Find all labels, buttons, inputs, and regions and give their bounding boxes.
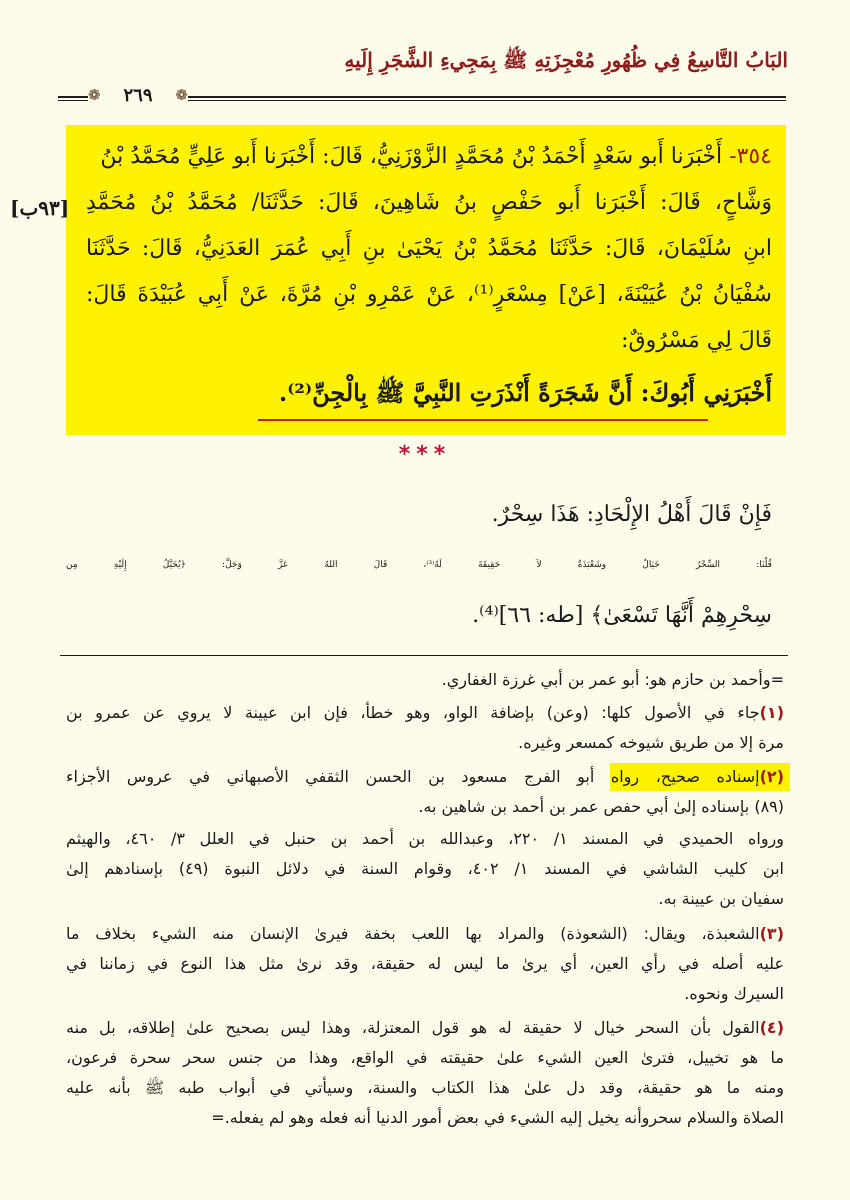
footnote-3-line bbox=[66, 924, 784, 943]
footnote-2-line: سفيان بن عيينة به. bbox=[658, 889, 784, 908]
footnote-2-line bbox=[66, 767, 784, 786]
hadith-number: ٣٥٤ bbox=[736, 144, 772, 169]
ornament-icon: ❁ bbox=[175, 85, 188, 104]
footnote-text: جاء في الأصول كلها: (وعن) بإضافة الواو، وهو خطأ، فإن ابن عيينة لا يروي عن عمرو بن bbox=[66, 703, 760, 722]
footnote-4-line: الصلاة والسلام سحروأنه يخيل إليه الشيء في بعض أمور الدنيا أنه فعله وهو لم يفعله.= bbox=[211, 1108, 784, 1127]
page-number: ٢٦٩ bbox=[123, 84, 153, 106]
footnote-1-line: مرة إلا من طريق شيوخه كمسعر وغيره. bbox=[518, 733, 784, 752]
footnote-3-line: السيرك ونحوه. bbox=[684, 984, 784, 1003]
reply-line: قُلْنَا: السِّحْرُ خَيَالٌ وشَعْبَذَةٌ لاَ حَقِيقَةَ لَهُ⁽³⁾، قَالَ اللهُ عَزَّ وَجَلَّ: ﴿يُخَيَّلُ إِلَيْهِ مِن bbox=[66, 560, 772, 570]
footnote-1-line bbox=[66, 703, 784, 722]
hadith-line-text: أَخْبَرَنا أَبو سَعْدٍ أَحْمَدُ بْنُ مُحَمَّدٍ الزَّوْزَنِيُّ، قَالَ: أَخْبَرَنا أَبو عَلِيٍّ مُحَمَّدُ بْنُ bbox=[100, 144, 723, 169]
footnote-2-line: ورواه الحميدي في المسند ١/ ٢٢٠، وعبدالله بن أحمد بن حنبل في العلل ٣/ ٤٦٠، والهيثم bbox=[66, 829, 785, 848]
footnote-marker: (١) bbox=[759, 703, 784, 722]
folio-marker: [٩٣ب] bbox=[10, 196, 70, 220]
reply-line: سِحْرِهِمْ أَنَّهَا تَسْعَىٰ﴾ [طه: ٦٦]⁽⁴⁾. bbox=[472, 603, 772, 628]
objection-line: فَإِنْ قَالَ أَهْلُ الإِلْحَادِ: هَذَا سِحْرٌ. bbox=[491, 502, 772, 527]
hadith-line: قَالَ لِي مَسْرُوقٌ: bbox=[621, 328, 772, 353]
hadith-line: ابنِ سُلَيْمَانَ، قَالَ: حَدَّثَنَا مُحَمَّدُ بْنُ يَحْيَىٰ بنِ أَبِي عُمَرَ العَدَنِيُّ، قَالَ: حَدَّثَنَا bbox=[86, 236, 772, 261]
footnote-text: الشعبذة، ويقال: (الشعوذة) والمراد بها اللعب بخفة فيرىٰ الإنسان منه الشيء بخلاف ما bbox=[66, 924, 760, 943]
ornament-icon: ❁ bbox=[88, 85, 101, 104]
footnote-2-line: (٨٩) بإسناده إلىٰ أبي حفص عمر بن أحمد بن شاهين به. bbox=[418, 797, 784, 816]
section-separator: *** bbox=[398, 442, 452, 467]
footnote-4-line: ومنه ما هو حقيقة، وقد دل علىٰ هذا الكتاب والسنة، وسيأتي في أبواب طبه ﷺ بأنه عليه bbox=[66, 1078, 784, 1097]
hadith-line: سُفْيَانُ بْنُ عُيَيْنَةَ، [عَنْ] مِسْعَرٍ⁽¹⁾، عَنْ عَمْرِو بْنِ مُرَّةَ، عَنْ أَبِي عُبَيْدَةَ قَالَ: bbox=[86, 282, 772, 307]
running-title: البَابُ التَّاسِعُ فِي ظُهُورِ مُعْجِزَتِهِ ﷺ بِمَجِيءِ الشَّجَرِ إِلَيهِ bbox=[344, 48, 788, 72]
hadith-line: ٣٥٤- أَخْبَرَنا أَبو سَعْدٍ أَحْمَدُ بْنُ مُحَمَّدٍ الزَّوْزَنِيُّ، قَالَ: أَخْبَرَنا أَبو عَلِيٍّ مُحَمَّدُ بْنُ bbox=[100, 144, 772, 169]
footnote-text: القول بأن السحر خيال لا حقيقة له هو قول المعتزلة، وهذا ليس بصحيح علىٰ إطلاقه، بل منه bbox=[66, 1018, 760, 1037]
footnote-3-line: عليه أصله في رأي العين، أي يرىٰ ما ليس له حقيقة، وقد نرىٰ مثل هذا النوع في زماننا في bbox=[66, 954, 784, 973]
footnote-marker: (٤) bbox=[759, 1018, 784, 1037]
hadith-line: وَشَّاحٍ، قَالَ: أَخْبَرَنا أَبو حَفْصٍ بنُ شَاهِينَ، قَالَ: حَدَّثَنَا/ مُحَمَّدُ بْنُ مُحَمَّدِ bbox=[86, 190, 772, 215]
footnote-marker: (٣) bbox=[759, 924, 784, 943]
footnote-continuation: =وأحمد بن حازم هو: أبو عمر بن أبي غرزة الغفاري. bbox=[441, 670, 784, 689]
hadith-quote: أَخْبَرَنِي أَبُوكَ: أَنَّ شَجَرَةً أَنْذَرَتِ النَّبِيَّ ﷺ بِالْجِنِّ⁽²⁾. bbox=[278, 378, 772, 407]
footnote-divider bbox=[60, 655, 788, 656]
footnote-4-line bbox=[66, 1018, 784, 1037]
footnote-2-line: ابن كليب الشاشي في المسند ١/ ٤٠٢، وقوام السنة في دلائل النبوة (٤٩) بإسنادهم إلىٰ bbox=[66, 859, 785, 878]
quote-underline bbox=[258, 419, 708, 421]
footnote-text: إسناده صحيح، رواه أبو الفرج مسعود بن الحسن الثقفي الأصبهاني في عروس الأجزاء bbox=[66, 767, 760, 786]
footnote-marker: (٢) bbox=[759, 767, 784, 786]
page-number-cartouche bbox=[88, 83, 188, 107]
footnote-4-line: ما هو تخييل، فترىٰ العين الشيء علىٰ حقيقته في الواقع، وهذا من جنس سحر سحرة فرعون، bbox=[66, 1048, 784, 1067]
